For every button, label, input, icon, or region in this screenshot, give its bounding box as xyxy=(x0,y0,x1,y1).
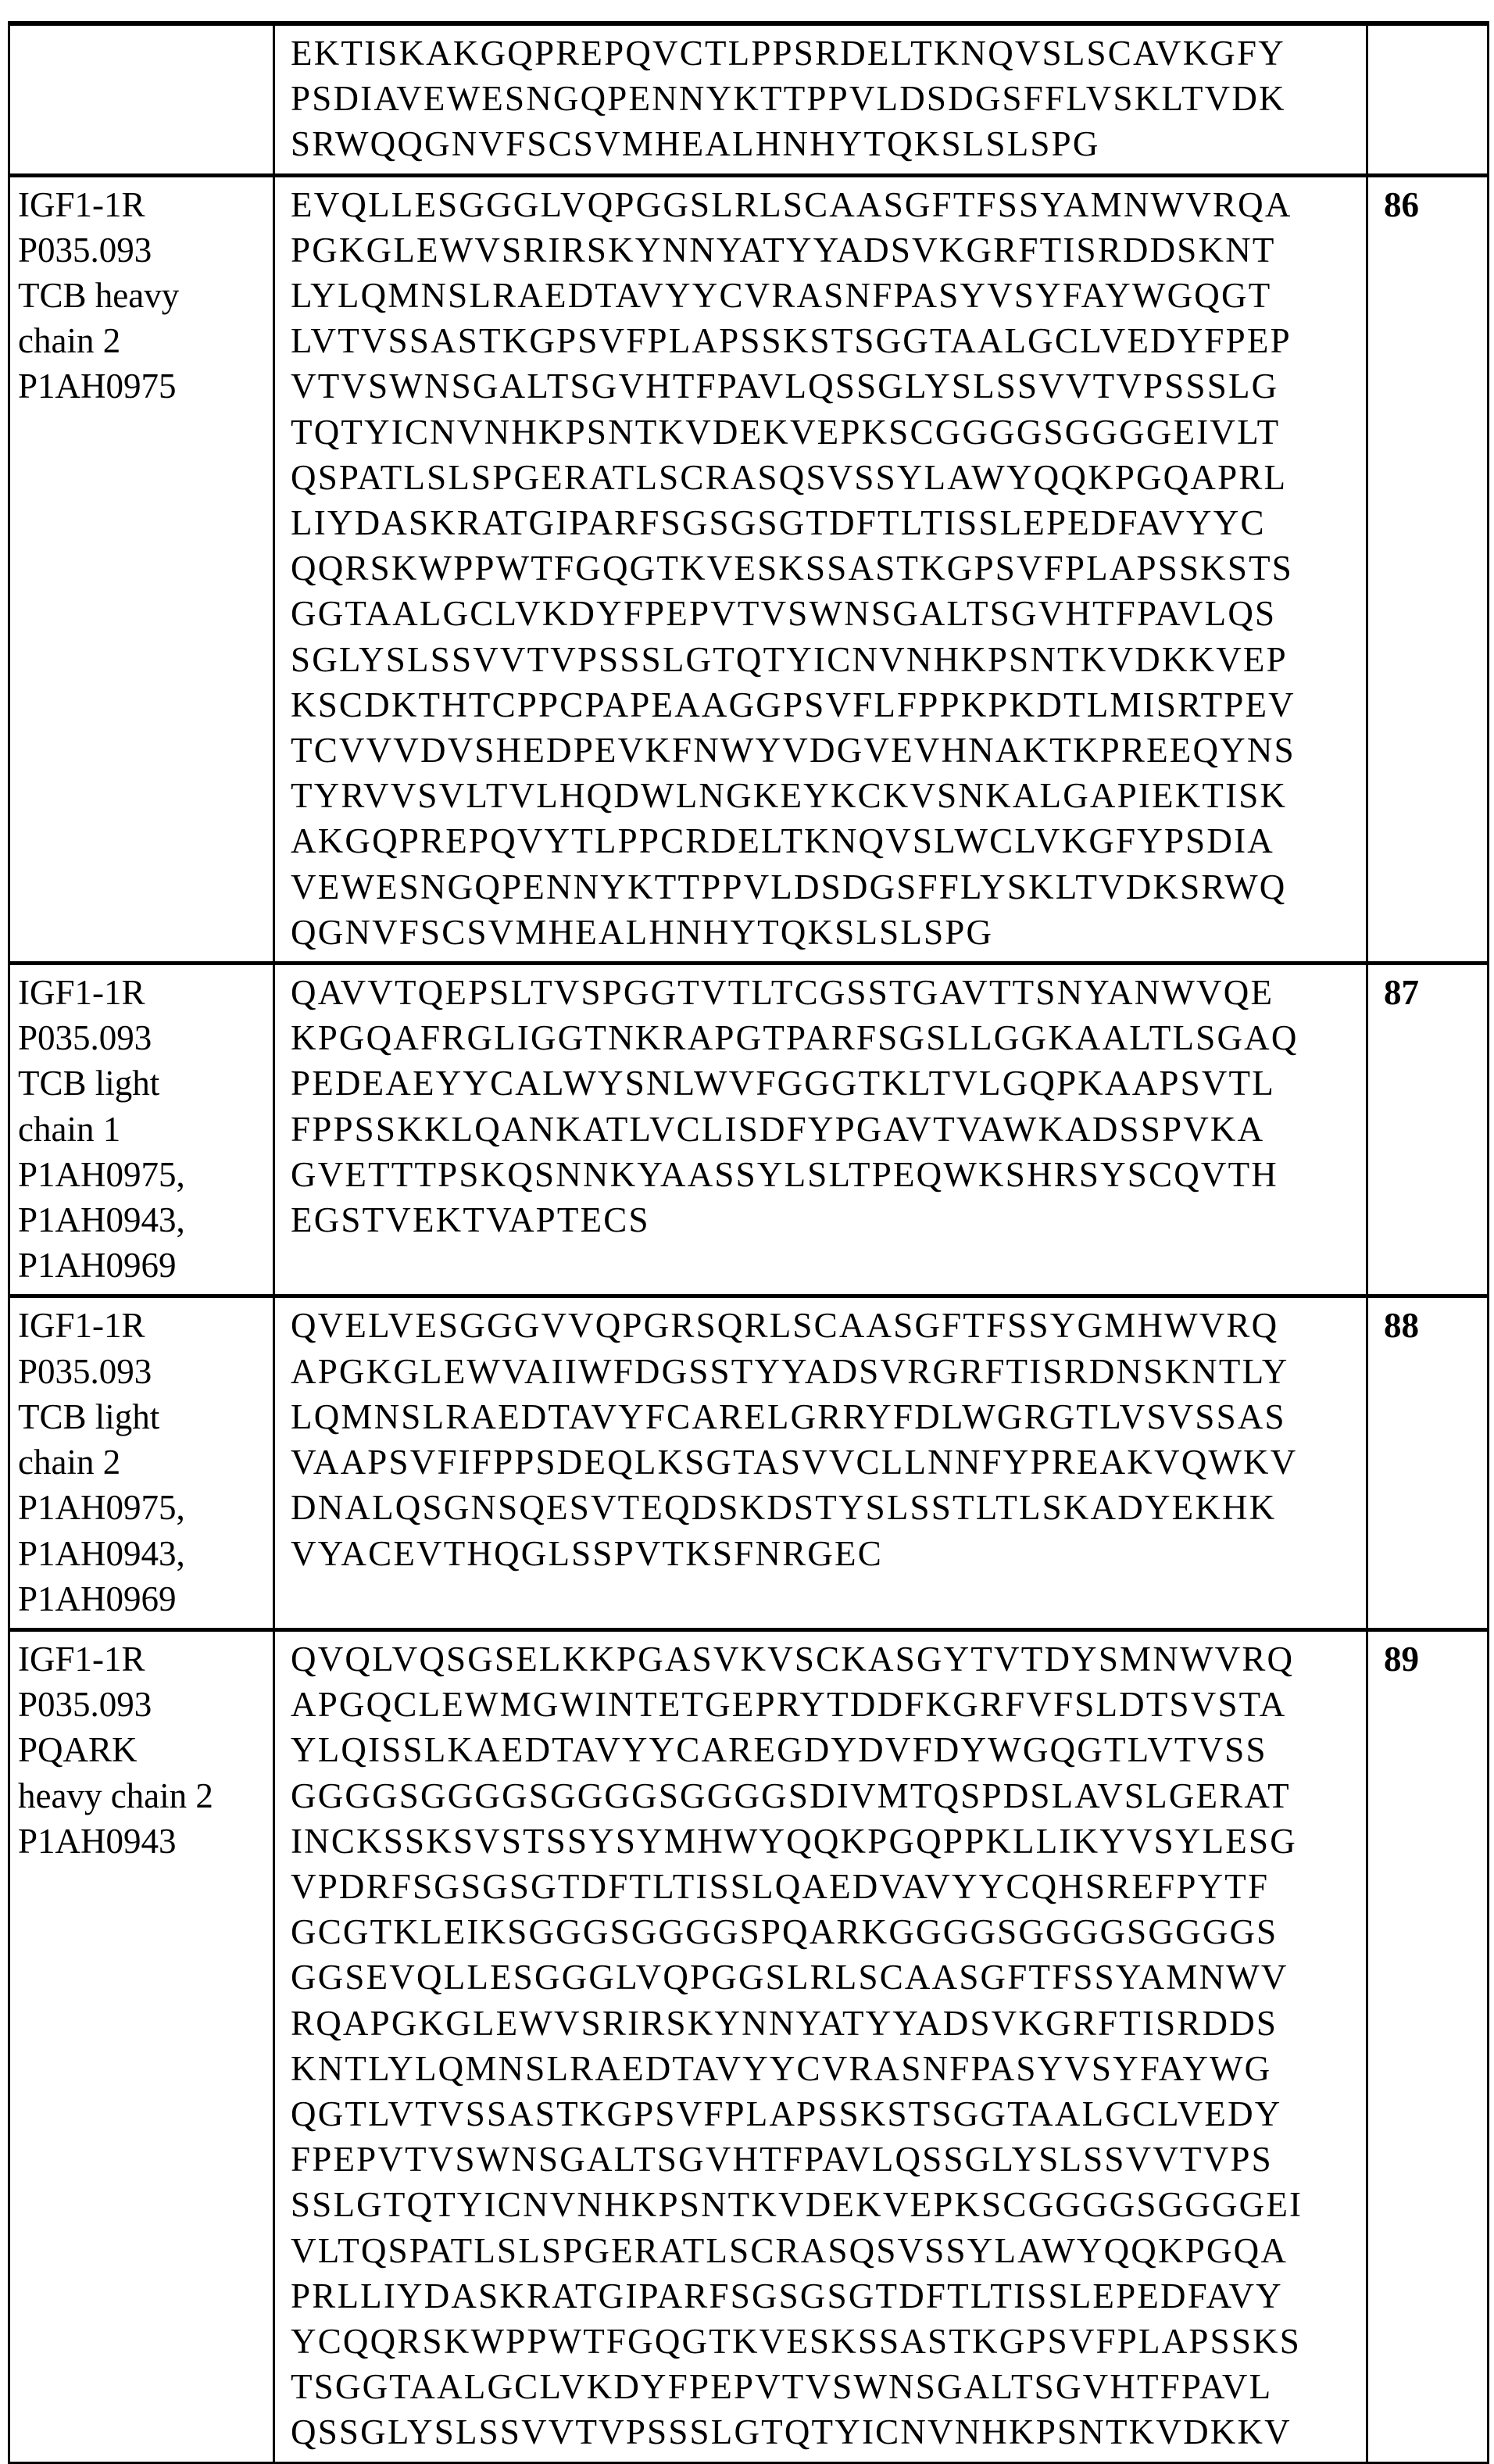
sequence-line: PRLLIYDASKRATGIPARFSGSGSGTDFTLTISSLEPEDFAVY xyxy=(291,2273,1358,2319)
sequence-name-line: P035.093 xyxy=(18,1682,265,1727)
sequence-name-line: chain 1 xyxy=(18,1107,265,1152)
sequence-name-line: TCB heavy xyxy=(18,273,265,318)
sequence-name-line: PQARK xyxy=(18,1727,265,1772)
sequence-line: GGGGSGGGGSGGGGSGGGGSDIVMTQSPDSLAVSLGERAT xyxy=(291,1773,1358,1818)
table-row xyxy=(9,175,1489,963)
table-row xyxy=(9,23,1489,175)
sequence-name-line: P035.093 xyxy=(18,227,265,273)
sequence-line: KSCDKTHTCPPCPAPEAAGGPSVFLFPPKPKDTLMISRTPEV xyxy=(291,682,1358,728)
sequence-name-line: P1AH0975, xyxy=(18,1485,265,1530)
sequence-line: AKGQPREPQVYTLPPCRDELTKNQVSLWCLVKGFYPSDIA xyxy=(291,818,1358,864)
seq-id-number xyxy=(1367,23,1489,175)
sequence-name-line: P1AH0975, xyxy=(18,1152,265,1197)
sequence-name-line: IGF1-1R xyxy=(18,1303,265,1348)
sequence-name-line: P1AH0969 xyxy=(18,1243,265,1288)
sequence-line: QGNVFSCSVMHEALHNHYTQKSLSLSPG xyxy=(291,910,1358,955)
sequence-line: GCGTKLEIKSGGGSGGGGSPQARKGGGGSGGGGSGGGGS xyxy=(291,1909,1358,1954)
sequence-line: YCQQRSKWPPWTFGQGTKVESKSSASTKGPSVFPLAPSSKS xyxy=(291,2319,1358,2364)
sequence-name-cell xyxy=(9,964,274,1296)
sequence-line: VAAPSVFIFPPSDEQLKSGTASVVCLLNNFYPREAKVQWKV xyxy=(291,1439,1358,1485)
sequence-line: TQTYICNVNHKPSNTKVDEKVEPKSCGGGGSGGGGEIVLT xyxy=(291,409,1358,455)
sequence-table xyxy=(8,21,1489,2464)
sequence-line: PGKGLEWVSRIRSKYNNYATYYADSVKGRFTISRDDSKNT xyxy=(291,227,1358,273)
sequence-line: QSSGLYSLSSVVTVPSSSLGTQTYICNVNHKPSNTKVDKKV xyxy=(291,2409,1358,2455)
sequence-line: RQAPGKGLEWVSRIRSKYNNYATYYADSVKGRFTISRDDS xyxy=(291,2001,1358,2046)
sequence-line: SSLGTQTYICNVNHKPSNTKVDEKVEPKSCGGGGSGGGGEI xyxy=(291,2182,1358,2227)
sequence-line: QGTLVTVSSASTKGPSVFPLAPSSKSTSGGTAALGCLVEDY xyxy=(291,2091,1358,2137)
sequence-name-line: P1AH0975 xyxy=(18,363,265,409)
sequence-line: APGQCLEWMGWINTETGEPRYTDDFKGRFVFSLDTSVSTA xyxy=(291,1682,1358,1727)
sequence-line: QAVVTQEPSLTVSPGGTVTLTCGSSTGAVTTSNYANWVQE xyxy=(291,970,1358,1015)
sequence-line: TSGGTAALGCLVKDYFPEPVTVSWNSGALTSGVHTFPAVL xyxy=(291,2364,1358,2409)
sequence-name-line: IGF1-1R xyxy=(18,970,265,1015)
sequence-name-line: P1AH0943, xyxy=(18,1531,265,1576)
sequence-name-line: P1AH0943, xyxy=(18,1197,265,1243)
sequence-line: VYACEVTHQGLSSPVTKSFNRGEC xyxy=(291,1531,1358,1576)
sequence-name-line: heavy chain 2 xyxy=(18,1773,265,1818)
sequence-name-line: IGF1-1R xyxy=(18,1636,265,1682)
sequence-cell xyxy=(274,1296,1367,1629)
sequence-line: LQMNSLRAEDTAVYFCARELGRRYFDLWGRGTLVSVSSAS xyxy=(291,1394,1358,1439)
sequence-line: VLTQSPATLSLSPGERATLSCRASQSVSSYLAWYQQKPGQA xyxy=(291,2228,1358,2273)
sequence-line: LVTVSSASTKGPSVFPLAPSSKSTSGGTAALGCLVEDYFPEP xyxy=(291,318,1358,363)
sequence-line: QVELVESGGGVVQPGRSQRLSCAASGFTFSSYGMHWVRQ xyxy=(291,1303,1358,1348)
sequence-line: FPEPVTVSWNSGALTSGVHTFPAVLQSSGLYSLSSVVTVPS xyxy=(291,2137,1358,2182)
sequence-line: FPPSSKKLQANKATLVCLISDFYPGAVTVAWKADSSPVKA xyxy=(291,1107,1358,1152)
seq-id-number: 89 xyxy=(1367,1629,1489,2462)
sequence-line: PSDIAVEWESNGQPENNYKTTPPVLDSDGSFFLVSKLTVDK xyxy=(291,76,1358,121)
sequence-name-cell xyxy=(9,23,274,175)
sequence-cell xyxy=(274,1629,1367,2462)
sequence-line: LIYDASKRATGIPARFSGSGSGTDFTLTISSLEPEDFAVYYC xyxy=(291,500,1358,545)
table-row xyxy=(9,1296,1489,1629)
seq-id-number: 86 xyxy=(1367,175,1489,963)
sequence-line: VPDRFSGSGSGTDFTLTISSLQAEDVAVYYCQHSREFPYTF xyxy=(291,1864,1358,1909)
sequence-cell xyxy=(274,175,1367,963)
sequence-line: EVQLLESGGGLVQPGGSLRLSCAASGFTFSSYAMNWVRQA xyxy=(291,182,1358,227)
sequence-name-line: P035.093 xyxy=(18,1015,265,1060)
sequence-line: LYLQMNSLRAEDTAVYYCVRASNFPASYVSYFAYWGQGT xyxy=(291,273,1358,318)
sequence-line: EKTISKAKGQPREPQVCTLPPSRDELTKNQVSLSCAVKGFY xyxy=(291,30,1358,76)
sequence-name-cell xyxy=(9,1629,274,2462)
sequence-name-line: P1AH0969 xyxy=(18,1576,265,1622)
sequence-line: PEDEAEYYCALWYSNLWVFGGGTKLTVLGQPKAAPSVTL xyxy=(291,1060,1358,1106)
seq-id-number: 87 xyxy=(1367,964,1489,1296)
seq-id-number: 88 xyxy=(1367,1296,1489,1629)
sequence-line: KPGQAFRGLIGGTNKRAPGTPARFSGSLLGGKAALTLSGAQ xyxy=(291,1015,1358,1060)
sequence-line: APGKGLEWVAIIWFDGSSTYYADSVRGRFTISRDNSKNTLY xyxy=(291,1349,1358,1394)
sequence-line: SRWQQGNVFSCSVMHEALHNHYTQKSLSLSPG xyxy=(291,121,1358,166)
sequence-line: INCKSSKSVSTSSYSYMHWYQQKPGQPPKLLIKYVSYLESG xyxy=(291,1818,1358,1864)
sequence-name-line: TCB light xyxy=(18,1394,265,1439)
sequence-line: GVETTTPSKQSNNKYAASSYLSLTPEQWKSHRSYSCQVTH xyxy=(291,1152,1358,1197)
sequence-line: QVQLVQSGSELKKPGASVKVSCKASGYTVTDYSMNWVRQ xyxy=(291,1636,1358,1682)
sequence-name-cell xyxy=(9,1296,274,1629)
sequence-table-body xyxy=(9,23,1489,2462)
table-row xyxy=(9,1629,1489,2462)
sequence-line: VEWESNGQPENNYKTTPPVLDSDGSFFLYSKLTVDKSRWQ xyxy=(291,864,1358,910)
sequence-line: QQRSKWPPWTFGQGTKVESKSSASTKGPSVFPLAPSSKSTS xyxy=(291,545,1358,591)
sequence-line: DNALQSGNSQESVTEQDSKDSTYSLSSTLTLSKADYEKHK xyxy=(291,1485,1358,1530)
sequence-line: GGSEVQLLESGGGLVQPGGSLRLSCAASGFTFSSYAMNWV xyxy=(291,1954,1358,2000)
sequence-line: EGSTVEKTVAPTECS xyxy=(291,1197,1358,1243)
sequence-name-line: IGF1-1R xyxy=(18,182,265,227)
sequence-name-line: P035.093 xyxy=(18,1349,265,1394)
sequence-line: QSPATLSLSPGERATLSCRASQSVSSYLAWYQQKPGQAPRL xyxy=(291,455,1358,500)
sequence-name-line: TCB light xyxy=(18,1060,265,1106)
sequence-line: TYRVVSVLTVLHQDWLNGKEYKCKVSNKALGAPIEKTISK xyxy=(291,773,1358,818)
table-row xyxy=(9,964,1489,1296)
sequence-line: YLQISSLKAEDTAVYYCAREGDYDVFDYWGQGTLVTVSS xyxy=(291,1727,1358,1772)
sequence-name-line: chain 2 xyxy=(18,318,265,363)
sequence-line: SGLYSLSSVVTVPSSSLGTQTYICNVNHKPSNTKVDKKVEP xyxy=(291,637,1358,682)
sequence-cell xyxy=(274,964,1367,1296)
sequence-cell xyxy=(274,23,1367,175)
sequence-name-cell xyxy=(9,175,274,963)
sequence-name-line: chain 2 xyxy=(18,1439,265,1485)
sequence-line: VTVSWNSGALTSGVHTFPAVLQSSGLYSLSSVVTVPSSSLG xyxy=(291,363,1358,409)
sequence-line: KNTLYLQMNSLRAEDTAVYYCVRASNFPASYVSYFAYWG xyxy=(291,2046,1358,2091)
sequence-line: GGTAALGCLVKDYFPEPVTVSWNSGALTSGVHTFPAVLQS xyxy=(291,591,1358,636)
sequence-line: TCVVVDVSHEDPEVKFNWYVDGVEVHNAKTKPREEQYNS xyxy=(291,728,1358,773)
sequence-name-line: P1AH0943 xyxy=(18,1818,265,1864)
